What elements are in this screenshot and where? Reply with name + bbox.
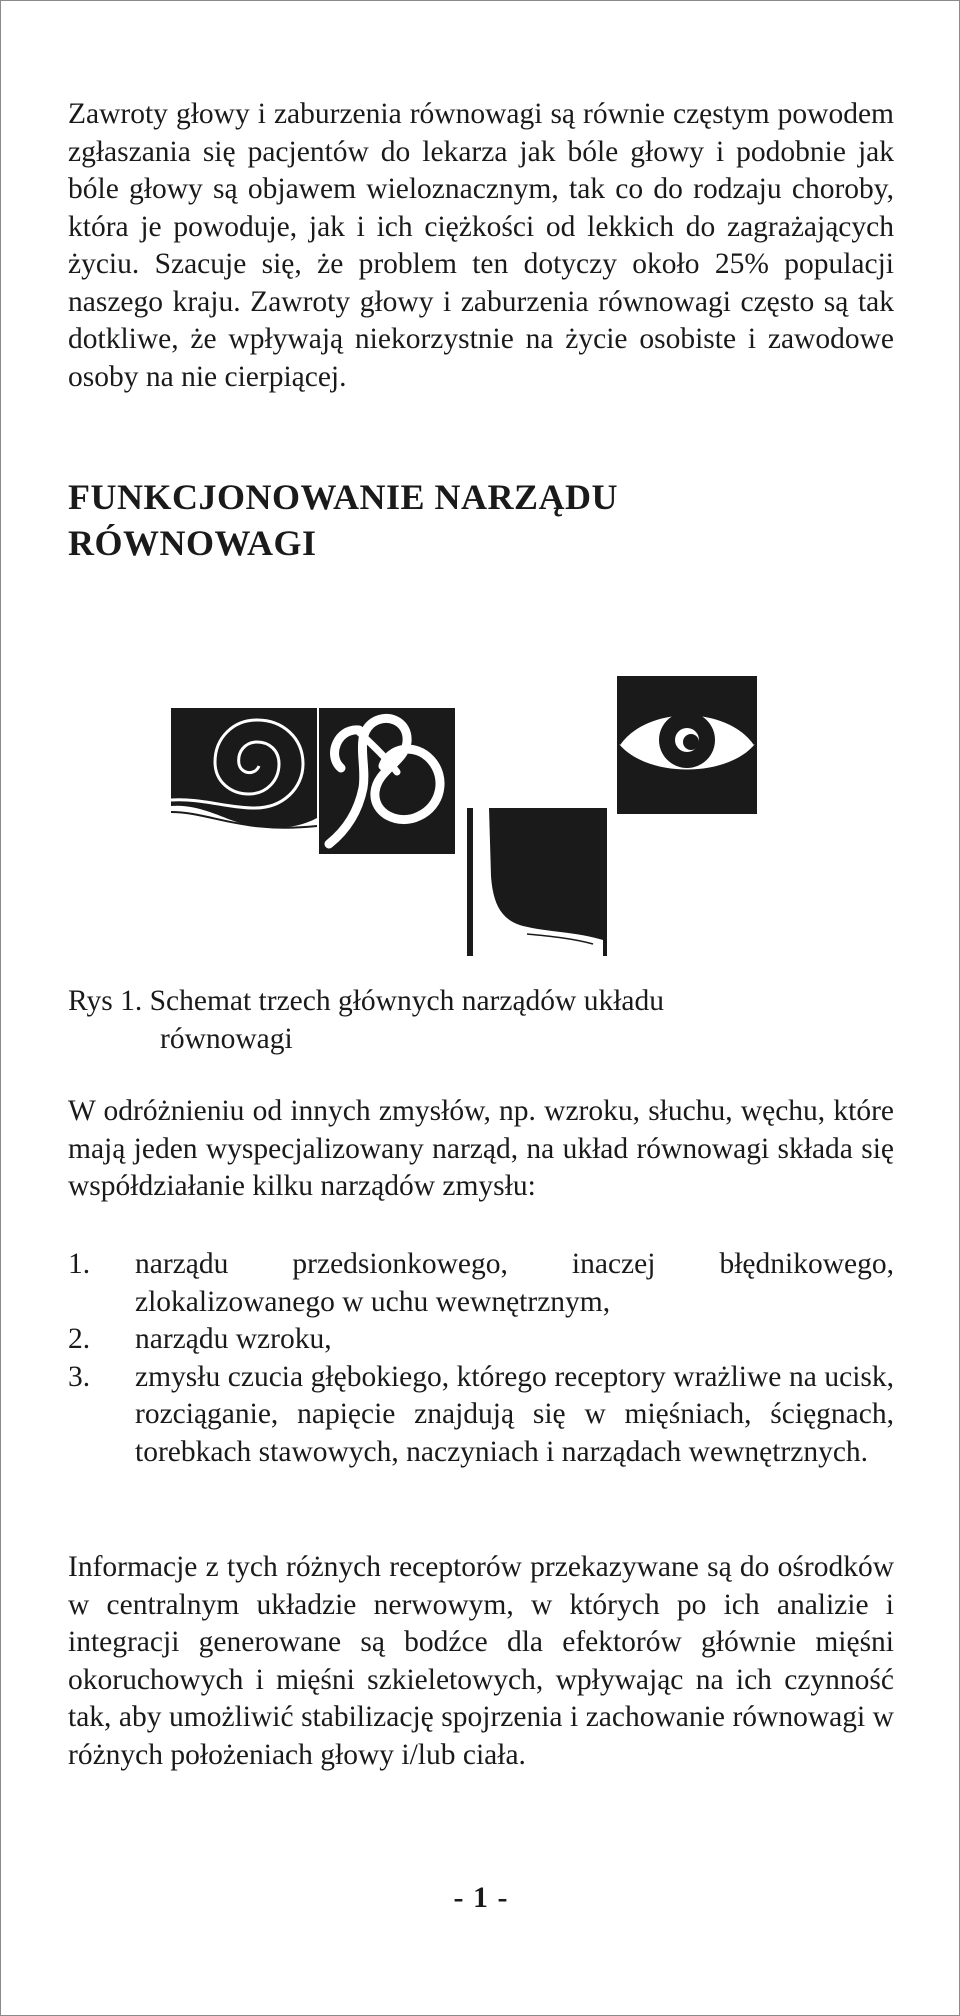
list-item-text: narządu wzroku, xyxy=(135,1323,332,1355)
foot-icon xyxy=(467,808,607,956)
list-item xyxy=(68,1359,894,1472)
eye-icon xyxy=(617,676,757,814)
list-item-number: 1. xyxy=(68,1248,91,1280)
list-item xyxy=(68,1321,894,1359)
list-item-number: 2. xyxy=(68,1323,91,1355)
list-item xyxy=(68,1246,894,1321)
semicircular-canals-icon xyxy=(319,708,455,854)
section-heading-line-2: RÓWNOWAGI xyxy=(68,523,317,563)
balance-organs-figure xyxy=(171,676,757,956)
list-item-text: zmysłu czucia głębokiego, którego receptory wrażliwe na ucisk, rozciąganie, napięcie znajdują się w mięśniach, ścięgnach, torebkach stawowych, naczyniach i narządach wewnętrznych. xyxy=(135,1360,894,1468)
section-heading xyxy=(68,474,894,566)
list-item-number: 3. xyxy=(68,1360,91,1393)
intro-paragraph: Zawroty głowy i zaburzenia równowagi są równie częstym powodem zgłaszania się pacjentów do lekarza jak bóle głowy i podobnie jak bóle głowy są objawem wieloznacznym, tak co do rodzaju choroby, która je powoduje, jak i ich ciężkości od lekkich do zagrażających życiu. Szacuje się, że problem ten dotyczy około 25% populacji naszego kraju. Zawroty głowy i zaburzenia równowagi często są tak dotkliwe, że wpływają niekorzystnie na życie osobiste i zawodowe osoby na nie cierpiącej. xyxy=(68,98,894,393)
figure-caption-line-2: równowagi xyxy=(160,1022,293,1055)
cochlea-icon xyxy=(171,708,317,854)
organs-list xyxy=(68,1246,894,1471)
figure-caption-line-1: Rys 1. Schemat trzech głównych narządów układu xyxy=(68,985,665,1017)
figure-caption xyxy=(68,983,894,1058)
integration-paragraph: Informacje z tych różnych receptorów przekazywane są do ośrodków w centralnym układzie nerwowym, w których po ich analizie i integracji generowane są bodźce dla efektorów głównie mięśni okoruchowych i mięśni szkieletowych, wpływając na ich czynność tak, aby umożliwić stabilizację spojrzenia i zachowanie równowagi w różnych położeniach głowy i/lub ciała. xyxy=(68,1551,894,1771)
page-number: - 1 - xyxy=(453,1881,509,1914)
section-heading-line-1: FUNKCJONOWANIE NARZĄDU xyxy=(68,477,619,517)
senses-intro-paragraph: W odróżnieniu od innych zmysłów, np. wzroku, słuchu, węchu, które mają jeden wyspecjalizowany narząd, na układ równowagi składa się współdziałanie kilku narządów zmysłu: xyxy=(68,1095,894,1202)
list-item-text: narządu przedsionkowego, inaczej błędnikowego, zlokalizowanego w uchu wewnętrznym, xyxy=(135,1248,894,1318)
